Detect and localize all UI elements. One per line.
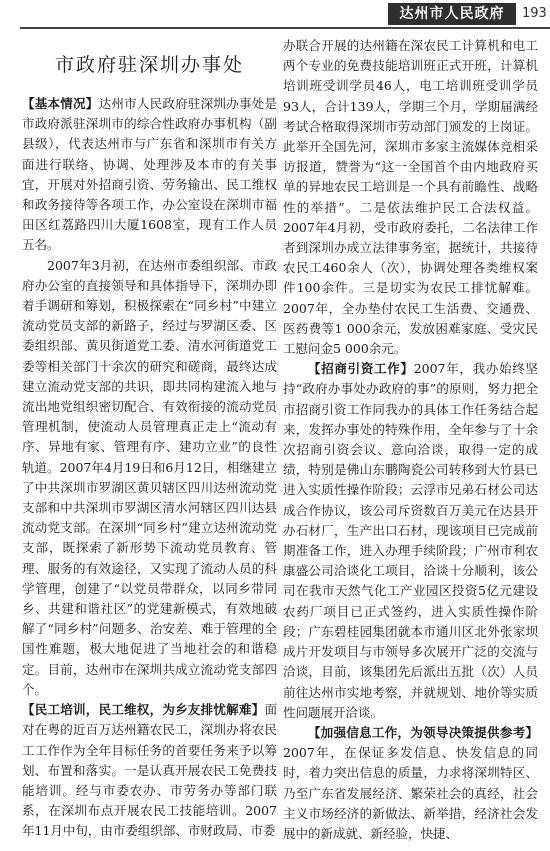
info-heading: 【加强信息工作，为领导决策提供参考】 <box>308 724 538 740</box>
invest-text: 2007年，我办始终坚持“政府办事处办政府的事”的原则，努力把全市招商引资工作同我办的具体工作任务结合起来，发挥办事处的特殊作用，全年参与了十余次招商引资会议、意向洽谈，取得一定的成绩，特别是佛山东鹏陶瓷公司转移到大竹县已进入实质性操作阶段；云浮市兄弟石材公司达成合作协议，该公司斥资数百万美元在达县开办石材厂，生产出口石材，现该项目已完成前期准备工作，进入办理手续阶段；广州市利农康盛公司洽谈化工项目，洽谈十分顺利，该公司在我市天然气化工产业园区投资5亿元建设农药厂项目已正式签约，进入实质性操作阶段；广东碧桂园集团就本市通川区北外张家坝成片开发项目与市领导多次展开广泛的交流与洽谈，目前，该集团先后派出五批（次）人员前往达州市实地考察，并就规划、地价等实质性问题展开洽谈。 <box>283 361 538 720</box>
header-rule <box>20 27 550 29</box>
worker-training-paragraph <box>22 700 277 841</box>
page-header <box>0 0 550 30</box>
invest-paragraph <box>283 359 538 723</box>
info-text: 2007年，在保证多发信息、快发信息的同时，着力突出信息的质量，力求将深圳特区、乃至广东省发展经济、繁荣社会的真经，社会主义市场经济的新做法、新举措，经济社会发展中的新成就、新经验，快捷、 <box>283 745 538 841</box>
running-header-title: 达州市人民政府 <box>388 3 516 25</box>
article-title: 市政府驻深圳办事处 <box>54 54 244 76</box>
party-branch-paragraph: 2007年3月初，在达州市委组织部、市政府办公室的直接领导和具体指导下，深圳办即着手调研和筹划，积极探索在“同乡村”中建立流动党员支部的新路子，经过与罗湖区委、区委组织部、黄贝街道党工委、清水河街道党工委等相关部门十余次的研究和磋商，最终达成建立流动党支部的共识，即共同构建流入地与流出地党组织密切配合、有效衔接的流动党员管理机制，使流动人员管理真正走上“流动有序、异地有家、管理有序、建功立业”的良性轨道。2007年4月19日和6月12日，相继建立了中共深圳市罗湖区黄贝辖区四川达州流动党支部和中共深圳市罗湖区清水河辖区四川达县流动党支部。在深圳“同乡村”建立达州流动党支部，既探索了新形势下流动党员教育、管理、服务的有效途径，又实现了流动人员的科学管理，创建了“以党员带群众，以同乡带同乡、共建和谐社区”的党建新模式，有效地破解了“同乡村”问题多、治安差、难于管理的全国性难题，极大地促进了当地社会的和谐稳定。目前，达州市在深圳共成立流动党支部四个。 <box>22 257 277 697</box>
worker-training-heading: 【民工培训，民工维权，为乡友排忧解难】 <box>22 702 265 718</box>
worker-training-continued: 办联合开展的达州籍在深农民工计算机和电工两个专业的免费技能培训班正式开班，计算机培训班受训学员46人，电工培训班受训学员93人，合计139人，学期三个月，学期届满经考试合格取得深圳市劳动部门颁发的上岗证。此举开全国先河，深圳市多家主流媒体竞相采访报道，赞誉为“这一全国首个由内地政府买单的异地农民工培训是一个具有前瞻性、战略性的举措”。二是依法维护民工合法权益。2007年4月初，受市政府委托，二名法律工作者到深圳办成立法律事务室，据统计，共接待农民工460余人（次），协调处理各类维权案件100余件。三是切实为农民工排忧解难。2007年，全办垫付农民工生活费、交通费、医药费等1 000余元，发放困难家庭、受灾民工慰问金5 000余元。 <box>283 38 538 357</box>
basic-info-paragraph <box>22 94 277 256</box>
basic-info-heading: 【基本情况】 <box>22 96 99 111</box>
right-column <box>283 36 538 844</box>
info-paragraph <box>283 723 538 844</box>
basic-info-text: 达州市人民政府驻深圳办事处是市政府派驻深圳市的综合性政府办事机构（副县级），代表达州市与广东省和深圳市有关方面进行联络、协调、处理涉及本市的有关事宜，开展对外招商引资、劳务输出、民工维权和政务接待等各项工作，办公室设在深圳市福田区红荔路四川大厦1608室，现有工作人员五名。 <box>22 96 277 253</box>
left-column <box>22 36 277 842</box>
worker-training-text: 面对在粤的近百万达州籍农民工，深圳办将农民工工作作为全年目标任务的首要任务来予以筹划、布置和落实。一是认真开展农民工免费技能培训。经与市委农办、市劳务办等部门联系，在深圳布点开展农民工技能培训。2007年11月中旬，由市委组织部、市财政局、市委 <box>22 702 277 839</box>
page-number: 193 <box>522 6 547 21</box>
invest-heading: 【招商引资工作】 <box>308 361 414 377</box>
